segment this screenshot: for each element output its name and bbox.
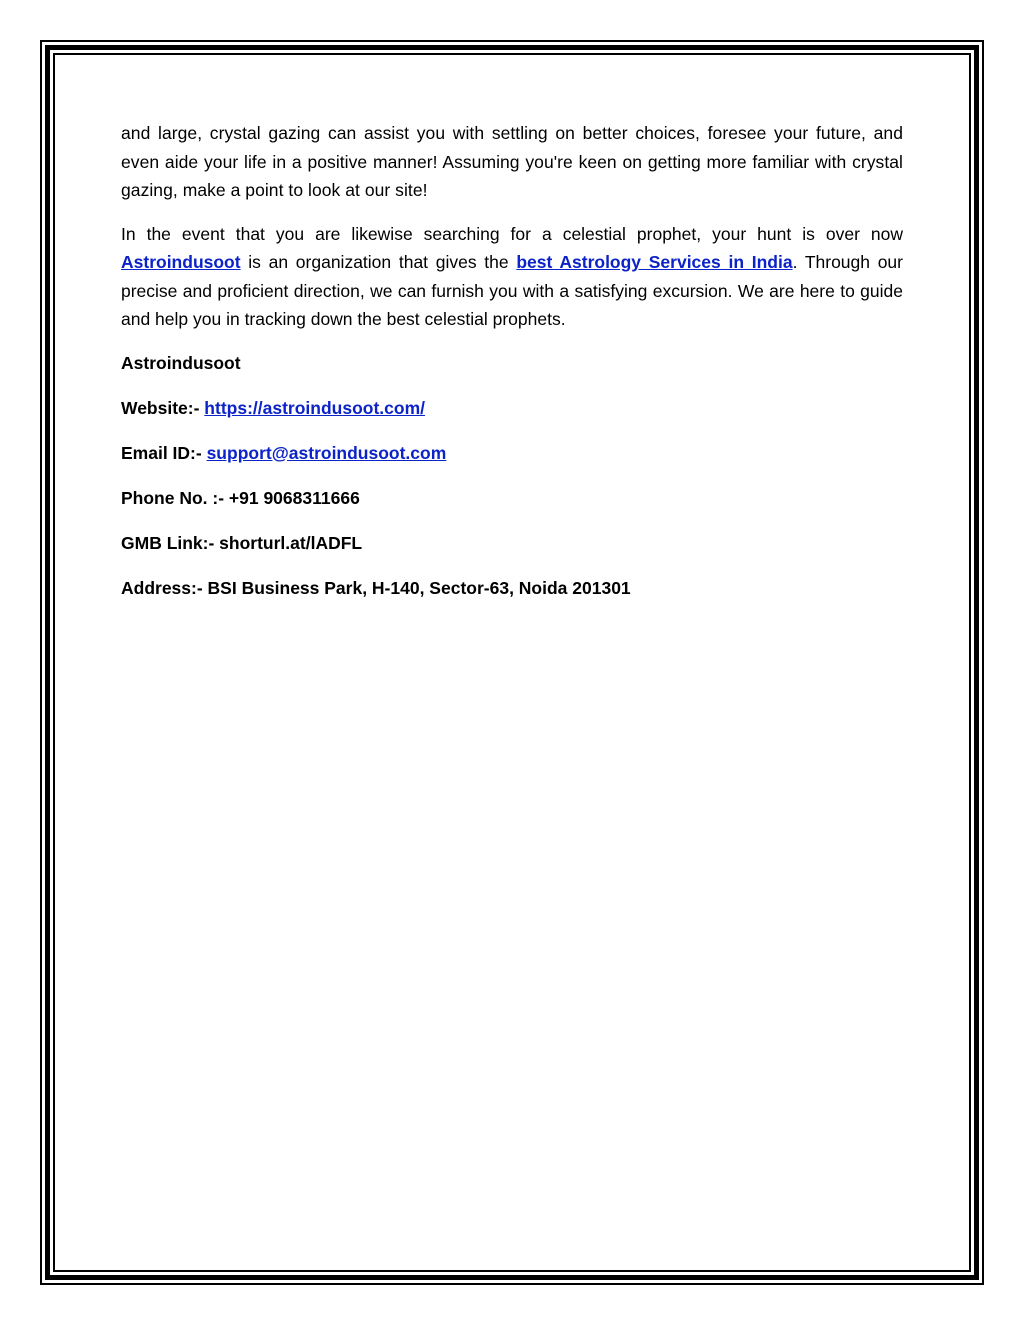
paragraph-astrology-services	[121, 220, 903, 334]
email-line	[121, 439, 903, 484]
company-name: Astroindusoot	[121, 352, 241, 373]
website-link[interactable]: https://astroindusoot.com/	[204, 397, 425, 418]
website-label: Website:-	[121, 397, 205, 418]
gmb-link-line: GMB Link:- shorturl.at/lADFL	[121, 532, 363, 553]
website-line	[121, 394, 903, 439]
paragraph-outro-text: . Through our precise and proficient direction, we can furnish you with a satisfying excursion. We are here to guide and help you in tracking down the best celestial prophets.	[121, 252, 903, 329]
paragraph-crystal-gazing: and large, crystal gazing can assist you with settling on better choices, foresee your future, and even aide your life in a positive manner! Assuming you're keen on getting more familiar with crystal gazing, make a point to look at our site!	[121, 123, 903, 200]
phone-line: Phone No. :- +91 9068311666	[121, 487, 360, 508]
paragraph-middle-text: is an organization that gives the	[240, 252, 517, 272]
company-link[interactable]: Astroindusoot	[121, 252, 241, 272]
address-line: Address:- BSI Business Park, H-140, Sector-63, Noida 201301	[121, 577, 631, 598]
paragraph-intro-text: In the event that you are likewise searching for a celestial prophet, your hunt is over now	[121, 223, 903, 244]
document-body	[121, 119, 903, 619]
astrology-services-link[interactable]: best Astrology Services in India	[516, 252, 793, 272]
email-link[interactable]: support@astroindusoot.com	[206, 442, 447, 463]
email-label: Email ID:-	[121, 442, 207, 463]
